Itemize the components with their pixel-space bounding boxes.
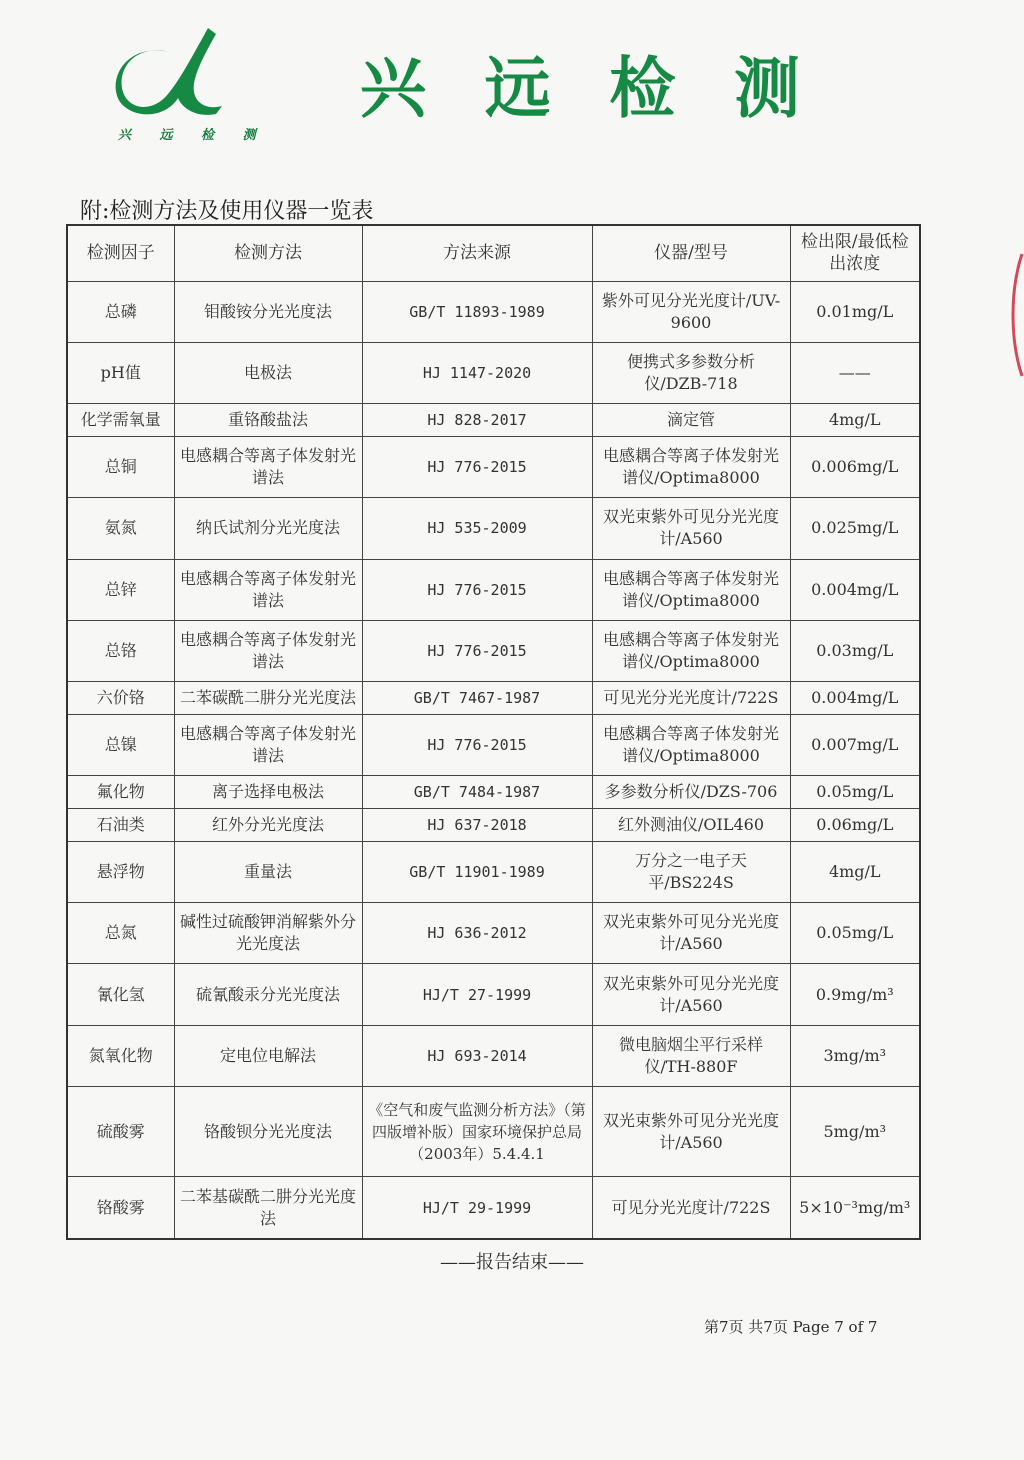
brand-char: 检: [609, 50, 676, 127]
table-row: [67, 715, 920, 776]
cell-factor: 石油类: [67, 809, 174, 842]
table-row: [67, 1177, 920, 1239]
cell-method: 离子选择电极法: [174, 776, 362, 809]
red-stamp-edge: [1002, 250, 1024, 380]
cell-factor: 化学需氧量: [67, 404, 174, 437]
cell-factor: 总氮: [67, 903, 174, 964]
cell-source: HJ 776-2015: [362, 715, 592, 776]
cell-instrument: 双光束紫外可见分光光度计/A560: [592, 1087, 790, 1177]
cell-limit: 0.006mg/L: [790, 436, 920, 497]
cell-instrument: 可见光分光光度计/722S: [592, 682, 790, 715]
table-row: [67, 559, 920, 620]
cell-method: 重量法: [174, 841, 362, 902]
cell-method: 电感耦合等离子体发射光谱法: [174, 436, 362, 497]
cell-method: 电感耦合等离子体发射光谱法: [174, 559, 362, 620]
cell-limit: ——: [790, 342, 920, 403]
cell-limit: 0.05mg/L: [790, 776, 920, 809]
cell-factor: 氰化氢: [67, 964, 174, 1025]
report-end: ——报告结束——: [440, 1252, 584, 1273]
cell-limit: 0.007mg/L: [790, 715, 920, 776]
header-method: 检测方法: [174, 225, 362, 281]
cell-source: 《空气和废气监测分析方法》（第四版增补版）国家环境保护总局（2003年）5.4.4.1: [362, 1087, 592, 1177]
table-row: [67, 342, 920, 403]
cell-instrument: 双光束紫外可见分光光度计/A560: [592, 903, 790, 964]
cell-instrument: 万分之一电子天平/BS224S: [592, 841, 790, 902]
cell-method: 纳氏试剂分光光度法: [174, 498, 362, 559]
cell-limit: 3mg/m³: [790, 1025, 920, 1086]
cell-source: GB/T 7467-1987: [362, 682, 592, 715]
header-row: [67, 225, 920, 281]
cell-limit: 5×10⁻³mg/m³: [790, 1177, 920, 1239]
page-footer: 第7页 共7页 Page 7 of 7: [704, 1318, 878, 1336]
table-row: [67, 621, 920, 682]
cell-factor: 铬酸雾: [67, 1177, 174, 1239]
cell-instrument: 电感耦合等离子体发射光谱仪/Optima8000: [592, 559, 790, 620]
company-name: [360, 44, 800, 134]
cell-instrument: 双光束紫外可见分光光度计/A560: [592, 964, 790, 1025]
cell-instrument: 可见分光光度计/722S: [592, 1177, 790, 1239]
cell-instrument: 双光束紫外可见分光光度计/A560: [592, 498, 790, 559]
table-row: [67, 1025, 920, 1086]
cell-limit: 5mg/m³: [790, 1087, 920, 1177]
header-factor: 检测因子: [67, 225, 174, 281]
cell-factor: 悬浮物: [67, 841, 174, 902]
cell-limit: 0.05mg/L: [790, 903, 920, 964]
cell-method: 二苯碳酰二肼分光光度法: [174, 682, 362, 715]
header-limit: 检出限/最低检出浓度: [790, 225, 920, 281]
table-row: [67, 903, 920, 964]
cell-factor: 氟化物: [67, 776, 174, 809]
cell-method: 电感耦合等离子体发射光谱法: [174, 715, 362, 776]
cell-source: GB/T 11893-1989: [362, 281, 592, 342]
table-row: [67, 964, 920, 1025]
cell-factor: 总铜: [67, 436, 174, 497]
cell-limit: 4mg/L: [790, 404, 920, 437]
table-row: [67, 281, 920, 342]
cell-method: 电感耦合等离子体发射光谱法: [174, 621, 362, 682]
cell-instrument: 便携式多参数分析仪/DZB-718: [592, 342, 790, 403]
header-source: 方法来源: [362, 225, 592, 281]
cell-source: HJ 776-2015: [362, 436, 592, 497]
table-row: [67, 404, 920, 437]
cell-source: HJ 636-2012: [362, 903, 592, 964]
cell-source: HJ 1147-2020: [362, 342, 592, 403]
brand-char: 兴: [360, 50, 426, 127]
table-row: [67, 436, 920, 497]
cell-factor: pH值: [67, 342, 174, 403]
cell-instrument: 电感耦合等离子体发射光谱仪/Optima8000: [592, 715, 790, 776]
table-row: [67, 841, 920, 902]
cell-instrument: 滴定管: [592, 404, 790, 437]
cell-source: HJ 535-2009: [362, 498, 592, 559]
cell-method: 铬酸钡分光光度法: [174, 1087, 362, 1177]
header-instrument: 仪器/型号: [592, 225, 790, 281]
cell-factor: 六价铬: [67, 682, 174, 715]
cell-factor: 氨氮: [67, 498, 174, 559]
cell-limit: 4mg/L: [790, 841, 920, 902]
table-title: 附:检测方法及使用仪器一览表: [80, 199, 374, 224]
cell-source: HJ 776-2015: [362, 559, 592, 620]
cell-source: GB/T 11901-1989: [362, 841, 592, 902]
brand-char: 远: [484, 50, 551, 127]
cell-limit: 0.03mg/L: [790, 621, 920, 682]
cell-method: 定电位电解法: [174, 1025, 362, 1086]
cell-limit: 0.004mg/L: [790, 559, 920, 620]
cell-factor: 硫酸雾: [67, 1087, 174, 1177]
cell-method: 红外分光光度法: [174, 809, 362, 842]
cell-instrument: 紫外可见分光光度计/UV-9600: [592, 281, 790, 342]
cell-source: HJ/T 27-1999: [362, 964, 592, 1025]
cell-factor: 氮氧化物: [67, 1025, 174, 1086]
brand-char: 测: [733, 50, 800, 127]
table-row: [67, 1087, 920, 1177]
cell-factor: 总镍: [67, 715, 174, 776]
cell-limit: 0.01mg/L: [790, 281, 920, 342]
cell-factor: 总磷: [67, 281, 174, 342]
cell-limit: 0.9mg/m³: [790, 964, 920, 1025]
cell-limit: 0.025mg/L: [790, 498, 920, 559]
cell-method: 二苯基碳酰二肼分光光度法: [174, 1177, 362, 1239]
cell-method: 钼酸铵分光光度法: [174, 281, 362, 342]
cell-method: 电极法: [174, 342, 362, 403]
cell-instrument: 电感耦合等离子体发射光谱仪/Optima8000: [592, 621, 790, 682]
cell-source: GB/T 7484-1987: [362, 776, 592, 809]
cell-factor: 总锌: [67, 559, 174, 620]
cell-factor: 总铬: [67, 621, 174, 682]
cell-limit: 0.004mg/L: [790, 682, 920, 715]
table-row: [67, 498, 920, 559]
cell-method: 碱性过硫酸钾消解紫外分光光度法: [174, 903, 362, 964]
cell-instrument: 微电脑烟尘平行采样仪/TH-880F: [592, 1025, 790, 1086]
cell-limit: 0.06mg/L: [790, 809, 920, 842]
table-row: [67, 809, 920, 842]
table-row: [67, 682, 920, 715]
cell-source: HJ/T 29-1999: [362, 1177, 592, 1239]
cell-source: HJ 637-2018: [362, 809, 592, 842]
cell-instrument: 电感耦合等离子体发射光谱仪/Optima8000: [592, 436, 790, 497]
logo-subtitle: 兴 远 检 测: [118, 128, 268, 143]
table-row: [67, 776, 920, 809]
cell-method: 重铬酸盐法: [174, 404, 362, 437]
cell-instrument: 红外测油仪/OIL460: [592, 809, 790, 842]
cell-source: HJ 776-2015: [362, 621, 592, 682]
cell-source: HJ 693-2014: [362, 1025, 592, 1086]
cell-source: HJ 828-2017: [362, 404, 592, 437]
method-instrument-table: [66, 224, 921, 1240]
cell-instrument: 多参数分析仪/DZS-706: [592, 776, 790, 809]
cell-method: 硫氰酸汞分光光度法: [174, 964, 362, 1025]
